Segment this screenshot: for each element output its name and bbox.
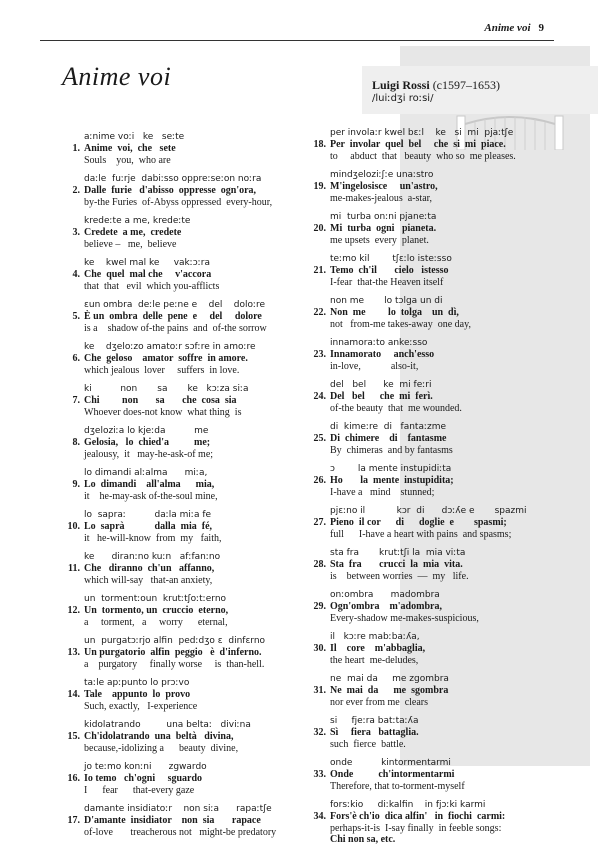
- line-number: 24.: [313, 391, 326, 402]
- verse: [68, 636, 328, 670]
- word-gloss: that that evil which you-afflicts: [84, 281, 220, 292]
- italian-text: Che diranno ch'un affanno,: [84, 563, 215, 574]
- line-number: 4.: [72, 269, 80, 280]
- italian-text: Ogn'ombra m'adombra,: [330, 601, 442, 612]
- word-gloss: Therefore, that to-torment-myself: [330, 781, 465, 792]
- ipa-transcription: onde kintormentarmi: [330, 758, 451, 768]
- italian-text: Un tormento, un cruccio eterno,: [84, 605, 229, 616]
- line-number: 17.: [67, 815, 80, 826]
- ipa-transcription: del bel ke mi feːri: [330, 380, 432, 390]
- italian-line: [314, 181, 574, 193]
- word-gloss: of-the beauty that me wounded.: [330, 403, 462, 414]
- line-number: 19.: [313, 181, 326, 192]
- composer-credit: [372, 78, 500, 93]
- verse: [68, 468, 328, 502]
- verse: [68, 258, 328, 292]
- italian-text: È un ombra delle pene e del dolore: [84, 311, 262, 322]
- ipa-transcription: kidolatrando una beltaː diviːna: [84, 720, 251, 730]
- verse: [314, 380, 574, 414]
- word-gloss: Such, exactly, I-experience: [84, 701, 198, 712]
- italian-text: Temo ch'il cielo istesso: [330, 265, 449, 276]
- verse: [68, 678, 328, 712]
- word-gloss: I-fear that-the Heaven itself: [330, 277, 444, 288]
- italian-text: Che quel mal che v'accora: [84, 269, 212, 280]
- word-gloss: By chimeras and by fantasms: [330, 445, 453, 456]
- verse: [314, 254, 574, 288]
- italian-line: [314, 727, 574, 739]
- ipa-transcription: di kimeːre di fantaːzme: [330, 422, 447, 432]
- word-gloss: full I-have a heart with pains and spasms;: [330, 529, 512, 540]
- italian-line: [68, 227, 328, 239]
- line-number: 27.: [313, 517, 326, 528]
- italian-line: [314, 265, 574, 277]
- verse: [314, 296, 574, 330]
- italian-text: Credete a me, credete: [84, 227, 182, 238]
- line-number: 8.: [72, 437, 80, 448]
- verse: [314, 800, 574, 846]
- ipa-transcription: ke dʒeloːzo amatoːr sɔfːre in amoːre: [84, 342, 256, 352]
- ipa-transcription: ɔ la mente instupidiːta: [330, 464, 452, 474]
- line-number: 29.: [313, 601, 326, 612]
- italian-text: Che geloso amator soffre in amore.: [84, 353, 248, 364]
- line-number: 34.: [313, 811, 326, 822]
- verse: [68, 720, 328, 754]
- verse: [68, 594, 328, 628]
- word-gloss: Souls you, who are: [84, 155, 171, 166]
- ipa-transcription: ne mai da me zgombra: [330, 674, 449, 684]
- verse: [314, 338, 574, 372]
- word-gloss: Whoever does-not know what thing is: [84, 407, 242, 418]
- italian-line: [314, 769, 574, 781]
- line-number: 1.: [72, 143, 80, 154]
- ipa-transcription: taːle apːpunto lo prɔːvo: [84, 678, 190, 688]
- verse: [68, 426, 328, 460]
- italian-line: [314, 475, 574, 487]
- ipa-transcription: onːombra madombra: [330, 590, 440, 600]
- ipa-transcription: kredeːte a me, kredeːte: [84, 216, 191, 226]
- word-gloss: is a shadow of-the pains and of-the sorrow: [84, 323, 267, 334]
- ipa-transcription: lo dimandi alːalma miːa,: [84, 468, 208, 478]
- italian-line: [68, 479, 328, 491]
- italian-line: [68, 731, 328, 743]
- line-number: 20.: [313, 223, 326, 234]
- italian-line: [68, 353, 328, 365]
- word-gloss: a torment, a worry eternal,: [84, 617, 228, 628]
- line-number: 2.: [72, 185, 80, 196]
- italian-text: M'ingelosisce un'astro,: [330, 181, 438, 192]
- ipa-transcription: pjɛːno il kɔr di dɔːʎe e spazmi: [330, 506, 527, 516]
- composer-dates: (c1597–1653): [432, 78, 501, 92]
- verse: [314, 128, 574, 162]
- word-gloss: such fierce battle.: [330, 739, 406, 750]
- verse: [68, 552, 328, 586]
- verse: [314, 212, 574, 246]
- ipa-transcription: sta fra krutːtʃi la mia viːta: [330, 548, 466, 558]
- italian-text: Fors'è ch'io dica alfin' in fiochi carmi:: [330, 811, 506, 822]
- word-gloss: jealousy, it may-he-ask-of me;: [84, 449, 214, 460]
- italian-text: Il core m'abbaglia,: [330, 643, 426, 654]
- ipa-transcription: un purgatɔːrjo alfin pedːdʒo ɛ dinfɛrno: [84, 636, 266, 646]
- song-title: Anime voi: [62, 62, 172, 91]
- italian-text: Ho la mente instupidita;: [330, 475, 454, 486]
- verse: [68, 216, 328, 250]
- italian-text: Ne mai da me sgombra: [330, 685, 449, 696]
- verse: [314, 716, 574, 750]
- ipa-transcription: aːnime voːi ke seːte: [84, 132, 185, 142]
- line-number: 5.: [72, 311, 80, 322]
- header-rule: [40, 40, 554, 41]
- composer-pronunciation: /luiːdʒi roːsi/: [372, 93, 434, 104]
- italian-line: [314, 391, 574, 403]
- italian-text: Non me lo tolga un dì,: [330, 307, 459, 318]
- word-gloss: which jealous lover suffers in love.: [84, 365, 240, 376]
- line-number: 7.: [72, 395, 80, 406]
- verse: [68, 510, 328, 544]
- line-number: 16.: [67, 773, 80, 784]
- ipa-transcription: mi turba onːni pjaneːta: [330, 212, 437, 222]
- word-gloss: because,-idolizing a beauty divine,: [84, 743, 239, 754]
- line-number: 15.: [67, 731, 80, 742]
- italian-line: [314, 307, 574, 319]
- italian-line: [68, 815, 328, 827]
- ipa-transcription: damante insidiatoːr non siːa rapaːtʃe: [84, 804, 272, 814]
- italian-line: [68, 647, 328, 659]
- italian-line: [314, 685, 574, 697]
- italian-text: Sta fra crucci la mia vita.: [330, 559, 463, 570]
- italian-text: Per involar quel bel che si mi piace.: [330, 139, 506, 150]
- italian-line: [68, 689, 328, 701]
- line-number: 23.: [313, 349, 326, 360]
- italian-line: [314, 223, 574, 235]
- line-number: 9.: [72, 479, 80, 490]
- word-gloss: nor ever from me clears: [330, 697, 429, 708]
- line-number: 10.: [67, 521, 80, 532]
- italian-text: Di chimere di fantasme: [330, 433, 447, 444]
- italian-text: Dalle furie d'abisso oppresse ogn'ora,: [84, 185, 257, 196]
- word-gloss: perhaps-it-is I-say finally in feeble songs:: [330, 823, 502, 834]
- verse: [314, 758, 574, 792]
- word-gloss: to abduct that beauty who so me pleases.: [330, 151, 516, 162]
- italian-line: [314, 517, 574, 529]
- ipa-transcription: ke kwel mal ke vakːɔːra: [84, 258, 210, 268]
- italian-text: Del bel che mi ferì.: [330, 391, 433, 402]
- word-gloss: believe – me, believe: [84, 239, 177, 250]
- verse: [68, 342, 328, 376]
- italian-line: [68, 773, 328, 785]
- word-gloss: is between worries — my life.: [330, 571, 469, 582]
- ipa-transcription: si fjeːra batːtaːʎa: [330, 716, 419, 726]
- ipa-transcription: il kɔːre mabːbaːʎa,: [330, 632, 420, 642]
- italian-line: [68, 605, 328, 617]
- line-number: 32.: [313, 727, 326, 738]
- italian-line: [314, 349, 574, 361]
- line-number: 21.: [313, 265, 326, 276]
- line-number: 11.: [68, 563, 80, 574]
- ipa-transcription: ke diranːno kuːn afːfanːno: [84, 552, 221, 562]
- word-gloss: not from-me takes-away one day,: [330, 319, 471, 330]
- italian-text: Lo dimandi all'alma mia,: [84, 479, 215, 490]
- line-number: 6.: [72, 353, 80, 364]
- italian-line: [68, 269, 328, 281]
- running-header-title: Anime voi: [484, 22, 531, 34]
- verse: [314, 674, 574, 708]
- verse: [68, 300, 328, 334]
- page-number: 9: [538, 22, 544, 34]
- left-column: [68, 132, 328, 846]
- line-number: 30.: [313, 643, 326, 654]
- verse: [68, 132, 328, 166]
- line-number: 26.: [313, 475, 326, 486]
- italian-text: Lo saprà dalla mia fé,: [84, 521, 213, 532]
- word-gloss: it he-will-know from my faith,: [84, 533, 222, 544]
- ipa-transcription: ɛun ombra deːle peːne e del doloːre: [84, 300, 266, 310]
- ipa-transcription: un tormentːoun krutːtʃoːtːerno: [84, 594, 227, 604]
- ipa-transcription: daːle fuːrje dabiːsso oppreːseːon noːra: [84, 174, 262, 184]
- italian-line: [68, 563, 328, 575]
- line-number: 22.: [313, 307, 326, 318]
- word-gloss: of-love treacherous not might-be predatory: [84, 827, 277, 838]
- italian-line: [68, 395, 328, 407]
- running-header: [484, 22, 544, 34]
- word-gloss: the heart me-deludes,: [330, 655, 419, 666]
- verse: [68, 762, 328, 796]
- verse: [314, 590, 574, 624]
- italian-text: Sì fiera battaglia.: [330, 727, 419, 738]
- italian-text: Io temo ch'ogni sguardo: [84, 773, 203, 784]
- ipa-transcription: mindʒeloziːʃːe unaːstro: [330, 170, 434, 180]
- composer-name: Luigi Rossi: [372, 78, 430, 92]
- line-number: 13.: [67, 647, 80, 658]
- verse: [314, 506, 574, 540]
- word-gloss: by-the Furies of-Abyss oppressed every-hour,: [84, 197, 273, 208]
- italian-text: Gelosia, lo chied'a me;: [84, 437, 211, 448]
- italian-line: [68, 143, 328, 155]
- ipa-transcription: ki non sa ke kɔːza siːa: [84, 384, 249, 394]
- line-number: 18.: [313, 139, 326, 150]
- verse: [314, 548, 574, 582]
- refrain-line: Chi non sa, etc.: [330, 834, 396, 845]
- line-number: 28.: [313, 559, 326, 570]
- verse: [314, 170, 574, 204]
- line-number: 12.: [67, 605, 80, 616]
- word-gloss: me-makes-jealous a-star,: [330, 193, 433, 204]
- italian-text: Pieno il cor di doglie e spasmi;: [330, 517, 507, 528]
- italian-line: [68, 311, 328, 323]
- line-number: 3.: [72, 227, 80, 238]
- verse: [68, 384, 328, 418]
- italian-line: [314, 601, 574, 613]
- italian-text: Innamorato anch'esso: [330, 349, 435, 360]
- ipa-transcription: dʒeloziːa lo kjeːda me: [84, 426, 209, 436]
- italian-text: Chi non sa che cosa sia: [84, 395, 237, 406]
- italian-text: Onde ch'intormentarmi: [330, 769, 455, 780]
- ipa-transcription: jo teːmo konːni zgwardo: [84, 762, 207, 772]
- verse: [68, 804, 328, 838]
- italian-text: Un purgatorio alfin peggio è d'inferno.: [84, 647, 262, 658]
- italian-text: Anime voi, che sete: [84, 143, 176, 154]
- word-gloss: Every-shadow me-makes-suspicious,: [330, 613, 479, 624]
- italian-line: [314, 559, 574, 571]
- italian-line: [314, 433, 574, 445]
- italian-text: Ch'idolatrando una beltà divina,: [84, 731, 234, 742]
- line-number: 25.: [313, 433, 326, 444]
- italian-line: [314, 643, 574, 655]
- word-gloss: it he-may-ask of-the-soul mine,: [84, 491, 218, 502]
- ipa-transcription: lo sapraː daːla miːa fe: [84, 510, 212, 520]
- line-number: 31.: [313, 685, 326, 696]
- ipa-transcription: per involaːr kwel bɛːl ke si mi pjaːtʃe: [330, 128, 514, 138]
- word-gloss: I-have a mind stunned;: [330, 487, 435, 498]
- italian-text: D'amante insidiator non sia rapace: [84, 815, 261, 826]
- ipa-transcription: non me lo tɔlga un di: [330, 296, 443, 306]
- right-column: [314, 128, 574, 854]
- word-gloss: me upsets every planet.: [330, 235, 429, 246]
- line-number: 14.: [67, 689, 80, 700]
- verse: [68, 174, 328, 208]
- italian-line: [314, 139, 574, 151]
- italian-text: Mi turba ogni pianeta.: [330, 223, 437, 234]
- word-gloss: I fear that-every gaze: [84, 785, 195, 796]
- italian-line: [68, 521, 328, 533]
- verse: [314, 464, 574, 498]
- ipa-transcription: innamoraːto ankeːsso: [330, 338, 428, 348]
- word-gloss: which will-say that-an anxiety,: [84, 575, 213, 586]
- italian-line: [68, 437, 328, 449]
- italian-line: [314, 811, 574, 823]
- verse: [314, 422, 574, 456]
- ipa-transcription: teːmo kil tʃɛːlo isteːsso: [330, 254, 452, 264]
- line-number: 33.: [313, 769, 326, 780]
- italian-text: Tale appunto lo provo: [84, 689, 191, 700]
- ipa-transcription: forsːkio diːkalfin in fjɔːki karmi: [330, 800, 486, 810]
- verse: [314, 632, 574, 666]
- word-gloss: in-love, also-it,: [330, 361, 419, 372]
- word-gloss: a purgatory finally worse is than-hell.: [84, 659, 265, 670]
- italian-line: [68, 185, 328, 197]
